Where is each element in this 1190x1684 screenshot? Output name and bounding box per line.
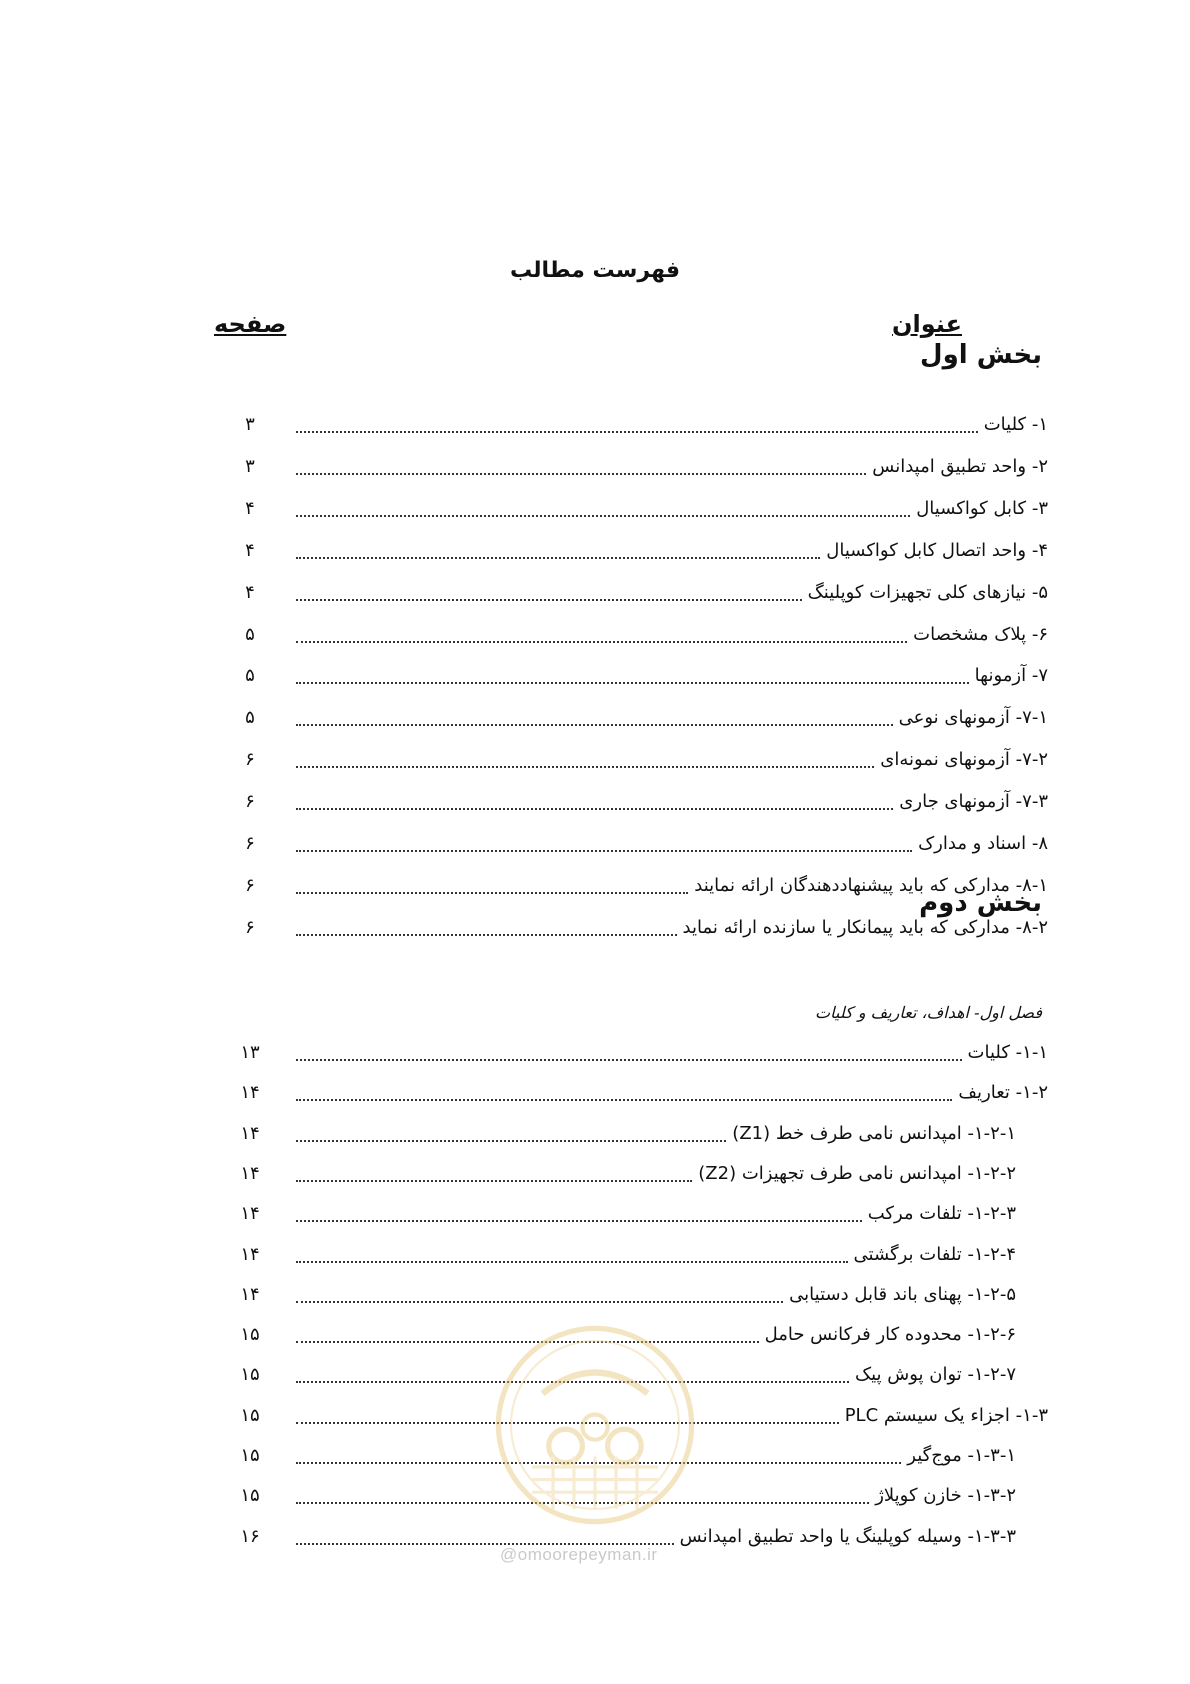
toc-entry-page-number: ۱۴ bbox=[240, 1203, 260, 1225]
toc-entry-page-number: ۱۵ bbox=[240, 1364, 260, 1386]
toc-entry-page-number: ۵ bbox=[245, 665, 255, 687]
toc-entry-page-number: ۳ bbox=[245, 455, 255, 477]
dot-leader bbox=[296, 640, 907, 643]
toc-entry-label: ۴- واحد اتصال کابل کواکسیال bbox=[826, 539, 1048, 561]
toc-entry-label: ۸-۱- مدارکی که باید پیشنهاددهندگان ارائه نمایند bbox=[694, 874, 1048, 896]
dot-leader bbox=[296, 723, 893, 726]
toc-entry bbox=[296, 659, 1048, 691]
toc-entry-label: ۱-۳-۲- خازن کوپلاژ bbox=[875, 1485, 1016, 1507]
dot-leader bbox=[296, 1300, 783, 1303]
dot-leader bbox=[296, 514, 910, 517]
toc-entry bbox=[296, 785, 1048, 817]
toc-entry-label: ۱-۲-۱- امپدانس نامی طرف خط (Z1) bbox=[732, 1122, 1016, 1144]
dot-leader bbox=[296, 933, 677, 936]
toc-entry-label: ۷-۳- آزمونهای جاری bbox=[899, 791, 1048, 813]
toc-entry-label: ۱-۳- اجزاء یک سیستم PLC bbox=[844, 1404, 1048, 1426]
toc-entry bbox=[296, 1036, 1048, 1068]
toc-entry-label: ۲- واحد تطبیق امپدانس bbox=[872, 455, 1048, 477]
watermark-logo-icon bbox=[490, 1320, 700, 1530]
toc-entry bbox=[296, 576, 1048, 608]
toc-entry bbox=[296, 408, 1048, 440]
toc-entry-page-number: ۶ bbox=[245, 833, 255, 854]
toc-entry-page-number: ۴ bbox=[245, 539, 255, 561]
toc-entry bbox=[296, 1157, 1016, 1189]
dot-leader bbox=[296, 598, 802, 601]
toc-entry-label: ۱-۲-۴- تلفات برگشتی bbox=[853, 1243, 1016, 1265]
dot-leader bbox=[296, 1139, 726, 1142]
toc-entry bbox=[296, 534, 1048, 566]
toc-entry bbox=[296, 869, 1048, 901]
toc-entry-label: ۸- اسناد و مدارک bbox=[918, 833, 1048, 854]
dot-leader bbox=[296, 430, 978, 433]
toc-entry-label: ۶- پلاک مشخصات bbox=[913, 623, 1048, 645]
toc-entry bbox=[296, 618, 1048, 650]
part1-heading: بخش اول bbox=[920, 340, 1042, 370]
toc-entry-page-number: ۱۴ bbox=[240, 1162, 260, 1184]
toc-entry-label: ۵- نیازهای کلی تجهیزات کوپلینگ bbox=[807, 581, 1048, 603]
toc-entry bbox=[296, 1076, 1048, 1108]
toc-entry bbox=[296, 1197, 1016, 1229]
dot-leader bbox=[296, 1058, 962, 1061]
watermark-text: @omoorepeyman.ir bbox=[500, 1545, 658, 1564]
toc-entry bbox=[296, 827, 1048, 859]
dot-leader bbox=[296, 1098, 952, 1101]
dot-leader bbox=[296, 556, 820, 559]
toc-entry-page-number: ۱۶ bbox=[240, 1525, 260, 1547]
toc-entry bbox=[296, 450, 1048, 482]
dot-leader bbox=[296, 891, 688, 894]
toc-entry-label: ۱-۳-۱- موج‌گیر bbox=[907, 1445, 1016, 1466]
toc-entry-label: ۷- آزمونها bbox=[974, 665, 1048, 687]
toc-entry-label: ۱-۳-۳- وسیله کوپلینگ یا واحد تطبیق امپدانس bbox=[679, 1525, 1016, 1547]
toc-entry-page-number: ۶ bbox=[245, 916, 255, 938]
toc-entry-label: ۱-۲-۳- تلفات مرکب bbox=[867, 1203, 1016, 1225]
page-column-header: صفحه bbox=[214, 310, 287, 338]
toc-entry-page-number: ۱۴ bbox=[240, 1082, 260, 1104]
toc-entry-page-number: ۵ bbox=[245, 707, 255, 729]
toc-entry-page-number: ۱۳ bbox=[240, 1042, 260, 1063]
dot-leader bbox=[296, 849, 912, 852]
toc-entry-page-number: ۱۴ bbox=[240, 1243, 260, 1265]
toc-entry-page-number: ۱۵ bbox=[240, 1404, 260, 1426]
toc-entry-page-number: ۴ bbox=[245, 497, 255, 519]
toc-entry-label: ۱-۲-۷- توان پوش پیک bbox=[854, 1364, 1016, 1386]
toc-entry-page-number: ۶ bbox=[245, 749, 255, 771]
toc-entry-label: ۷-۲- آزمونهای نمونه‌ای bbox=[880, 749, 1048, 771]
toc-entry bbox=[296, 492, 1048, 524]
page-title: فهرست مطالب bbox=[509, 258, 681, 283]
toc-entry-label: ۷-۱- آزمونهای نوعی bbox=[898, 707, 1048, 729]
dot-leader bbox=[296, 1260, 848, 1263]
dot-leader bbox=[296, 681, 969, 684]
toc-entry-page-number: ۵ bbox=[245, 623, 255, 645]
toc-entry-label: ۸-۲- مدارکی که باید پیمانکار یا سازنده ارائه نماید bbox=[682, 916, 1048, 938]
toc-entry-page-number: ۱۵ bbox=[240, 1485, 260, 1507]
toc-entry-page-number: ۱۵ bbox=[240, 1324, 260, 1346]
dot-leader bbox=[296, 765, 874, 768]
toc-entry-page-number: ۱۴ bbox=[240, 1122, 260, 1144]
toc-entry-page-number: ۱۵ bbox=[240, 1445, 260, 1466]
toc-entry-label: ۱-۱- کلیات bbox=[967, 1042, 1048, 1063]
toc-entry bbox=[296, 1117, 1016, 1149]
chapter-heading: فصل اول- اهداف، تعاریف و کلیات bbox=[815, 1003, 1042, 1022]
toc-entry-label: ۱-۲- تعاریف bbox=[958, 1082, 1048, 1104]
toc-entry-page-number: ۶ bbox=[245, 874, 255, 896]
part2-heading: بخش دوم bbox=[919, 888, 1042, 918]
toc-entry-label: ۱-۲-۶- محدوده کار فرکانس حامل bbox=[764, 1324, 1016, 1346]
toc-entry bbox=[296, 1238, 1016, 1270]
toc-entry-page-number: ۶ bbox=[245, 791, 255, 813]
toc-entry-page-number: ۴ bbox=[245, 581, 255, 603]
toc-entry-label: ۱-۲-۲- امپدانس نامی طرف تجهیزات (Z2) bbox=[698, 1162, 1016, 1184]
toc-entry bbox=[296, 743, 1048, 775]
title-column-header: عنوان bbox=[892, 310, 962, 338]
toc-entry bbox=[296, 911, 1048, 943]
dot-leader bbox=[296, 1219, 862, 1222]
toc-entry-label: ۱-۲-۵- پهنای باند قابل دستیابی bbox=[789, 1283, 1016, 1305]
toc-entry-page-number: ۱۴ bbox=[240, 1283, 260, 1305]
toc-entry bbox=[296, 701, 1048, 733]
toc-entry-page-number: ۳ bbox=[245, 414, 255, 435]
dot-leader bbox=[296, 472, 866, 475]
toc-entry-label: ۱- کلیات bbox=[983, 414, 1048, 435]
dot-leader bbox=[296, 1179, 692, 1182]
toc-entry bbox=[296, 1278, 1016, 1310]
toc-entry-label: ۳- کابل کواکسیال bbox=[916, 497, 1048, 519]
dot-leader bbox=[296, 807, 893, 810]
